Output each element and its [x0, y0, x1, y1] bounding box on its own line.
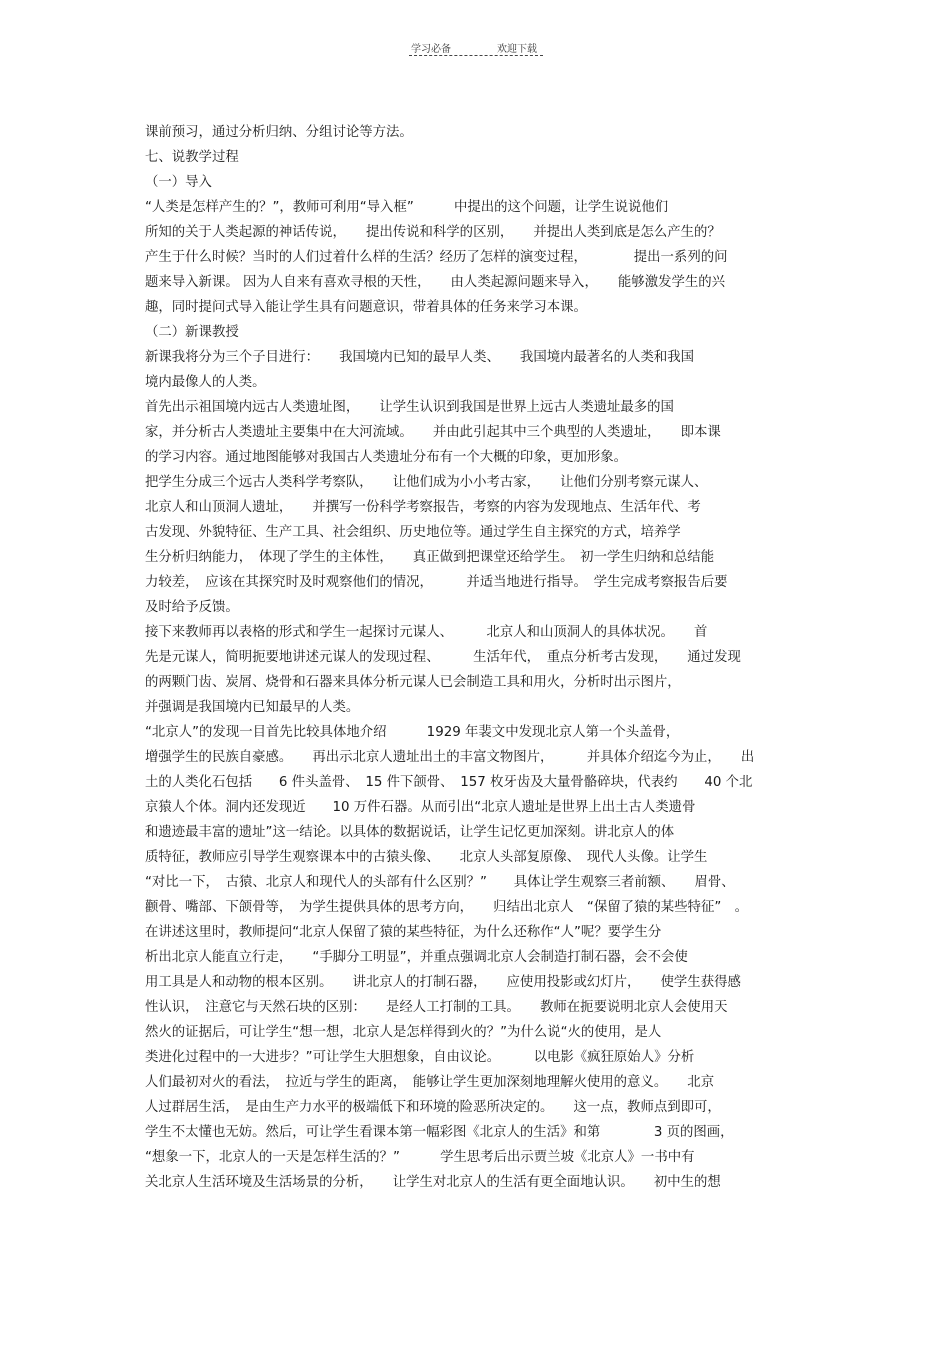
text-line: 生分析归纳能力， 体现了学生的主体性， 真正做到把课堂还给学生。 初一学生归纳和总结能 — [145, 550, 715, 565]
document-body — [145, 120, 805, 1195]
text-line: 类进化过程中的一大进步？”可让学生大胆想象，自由议论。 以电影《疯狂原始人》分析 — [145, 1050, 695, 1065]
text-line: 所知的关于人类起源的神话传说， 提出传说和科学的区别， 并提出人类到底是怎么产生的？ — [145, 225, 721, 240]
header-left-text: 学习必备 — [411, 44, 451, 55]
header-right-text: 欢迎下载 — [497, 44, 537, 55]
text-line: 北京人和山顶洞人遗址， 并撰写一份科学考察报告，考察的内容为发现地点、生活年代、考 — [145, 500, 701, 515]
text-line: 的学习内容。通过地图能够对我国古人类遗址分布有一个大概的印象，更加形象。 — [145, 450, 628, 465]
text-line: 及时给予反馈。 — [145, 600, 239, 615]
text-line: 人过群居生活， 是由生产力水平的极端低下和环境的险恶所决定的。 这一点，教师点到即可， — [145, 1100, 721, 1115]
text-line: 在讲述这里时，教师提问“北京人保留了猿的某些特征，为什么还称作“人”呢？要学生分 — [145, 925, 662, 940]
text-line: 首先出示祖国境内远古人类遗址图， 让学生认识到我国是世界上远古人类遗址最多的国 — [145, 400, 674, 415]
text-line: 然火的证据后，可让学生“想一想，北京人是怎样得到火的？”为什么说“火的使用，是人 — [145, 1025, 662, 1040]
text-line: （二）新课教授 — [145, 325, 239, 340]
text-line: 颧骨、嘴部、下颌骨等， 为学生提供具体的思考方向， 归结出北京人 “保留了猿的某些特征” 。 — [145, 900, 749, 915]
text-line: 家，并分析古人类遗址主要集中在大河流域。 并由此引起其中三个典型的人类遗址， 即本课 — [145, 425, 721, 440]
text-line: 产生于什么时候？当时的人们过着什么样的生活？经历了怎样的演变过程， 提出一系列的问 — [145, 250, 728, 265]
text-line: 京猿人个体。洞内还发现近 10 万件石器。从而引出“北京人遗址是世界上出土古人类遗骨 — [145, 800, 696, 815]
text-line: （一）导入 — [145, 175, 212, 190]
text-line: 析出北京人能直立行走， “手脚分工明显”，并重点强调北京人会制造打制石器，会不会使 — [145, 950, 688, 965]
header-dashed-rule — [409, 55, 543, 56]
text-line: 课前预习，通过分析归纳、分组讨论等方法。 — [145, 125, 413, 140]
text-line: 力较差， 应该在其探究时及时观察他们的情况， 并适当地进行指导。 学生完成考察报告后要 — [145, 575, 728, 590]
text-line: 接下来教师再以表格的形式和学生一起探讨元谋人、 北京人和山顶洞人的具体状况。 首 — [145, 625, 708, 640]
text-line: 趣，同时提问式导入能让学生具有问题意识，带着具体的任务来学习本课。 — [145, 300, 587, 315]
text-line: 人们最初对火的看法， 拉近与学生的距离， 能够让学生更加深刻地理解火使用的意义。 北京 — [145, 1075, 715, 1090]
text-line: 境内最像人的人类。 — [145, 375, 266, 390]
text-line: 把学生分成三个远古人类科学考察队， 让他们成为小小考古家， 让他们分别考察元谋人、 — [145, 475, 708, 490]
text-line: 先是元谋人，简明扼要地讲述元谋人的发现过程、 生活年代， 重点分析考古发现， 通过发现 — [145, 650, 741, 665]
text-line: “想象一下，北京人的一天是怎样生活的？” 学生思考后出示贾兰坡《北京人》一书中有 — [145, 1150, 695, 1165]
text-line: “对比一下， 古猿、北京人和现代人的头部有什么区别？” 具体让学生观察三者前额、 眉骨、 — [145, 875, 735, 890]
text-line: 七、说教学过程 — [145, 150, 239, 165]
text-line: 质特征，教师应引导学生观察课本中的古猿头像、 北京人头部复原像、 现代人头像。让学生 — [145, 850, 708, 865]
text-line: 古发现、外貌特征、生产工具、社会组织、历史地位等。通过学生自主探究的方式，培养学 — [145, 525, 681, 540]
text-line: “北京人”的发现一目首先比较具体地介绍 1929 年裴文中发现北京人第一个头盖骨， — [145, 725, 680, 740]
text-line: “人类是怎样产生的？”，教师可利用“导入框” 中提出的这个问题，让学生说说他们 — [145, 200, 669, 215]
text-line: 关北京人生活环境及生活场景的分析， 让学生对北京人的生活有更全面地认识。 初中生的想 — [145, 1175, 721, 1190]
text-line: 学生不太懂也无妨。然后，可让学生看课本第一幅彩图《北京人的生活》和第 3 页的图画， — [145, 1125, 734, 1140]
text-line: 增强学生的民族自豪感。 再出示北京人遗址出土的丰富文物图片， 并具体介绍迄今为止， 出 — [145, 750, 755, 765]
text-line: 用工具是人和动物的根本区别。 讲北京人的打制石器， 应使用投影或幻灯片， 使学生获得感 — [145, 975, 741, 990]
text-line: 和遗迹最丰富的遗址”这一结论。以具体的数据说话，让学生记忆更加深刻。讲北京人的体 — [145, 825, 675, 840]
text-line: 土的人类化石包括 6 件头盖骨、 15 件下颌骨、 157 枚牙齿及大量骨骼碎块，代表约 40 个北 — [145, 775, 753, 790]
text-line: 题来导入新课。 因为人自来有喜欢寻根的天性， 由人类起源问题来导入， 能够激发学生的兴 — [145, 275, 726, 290]
text-line: 并强调是我国境内已知最早的人类。 — [145, 700, 360, 715]
page-header — [409, 40, 545, 56]
text-line: 新课我将分为三个子目进行： 我国境内已知的最早人类、 我国境内最著名的人类和我国 — [145, 350, 695, 365]
text-line: 的两颗门齿、炭屑、烧骨和石器来具体分析元谋人已会制造工具和用火，分析时出示图片， — [145, 675, 681, 690]
text-line: 性认识， 注意它与天然石块的区别： 是经人工打制的工具。 教师在扼要说明北京人会使用天 — [145, 1000, 728, 1015]
